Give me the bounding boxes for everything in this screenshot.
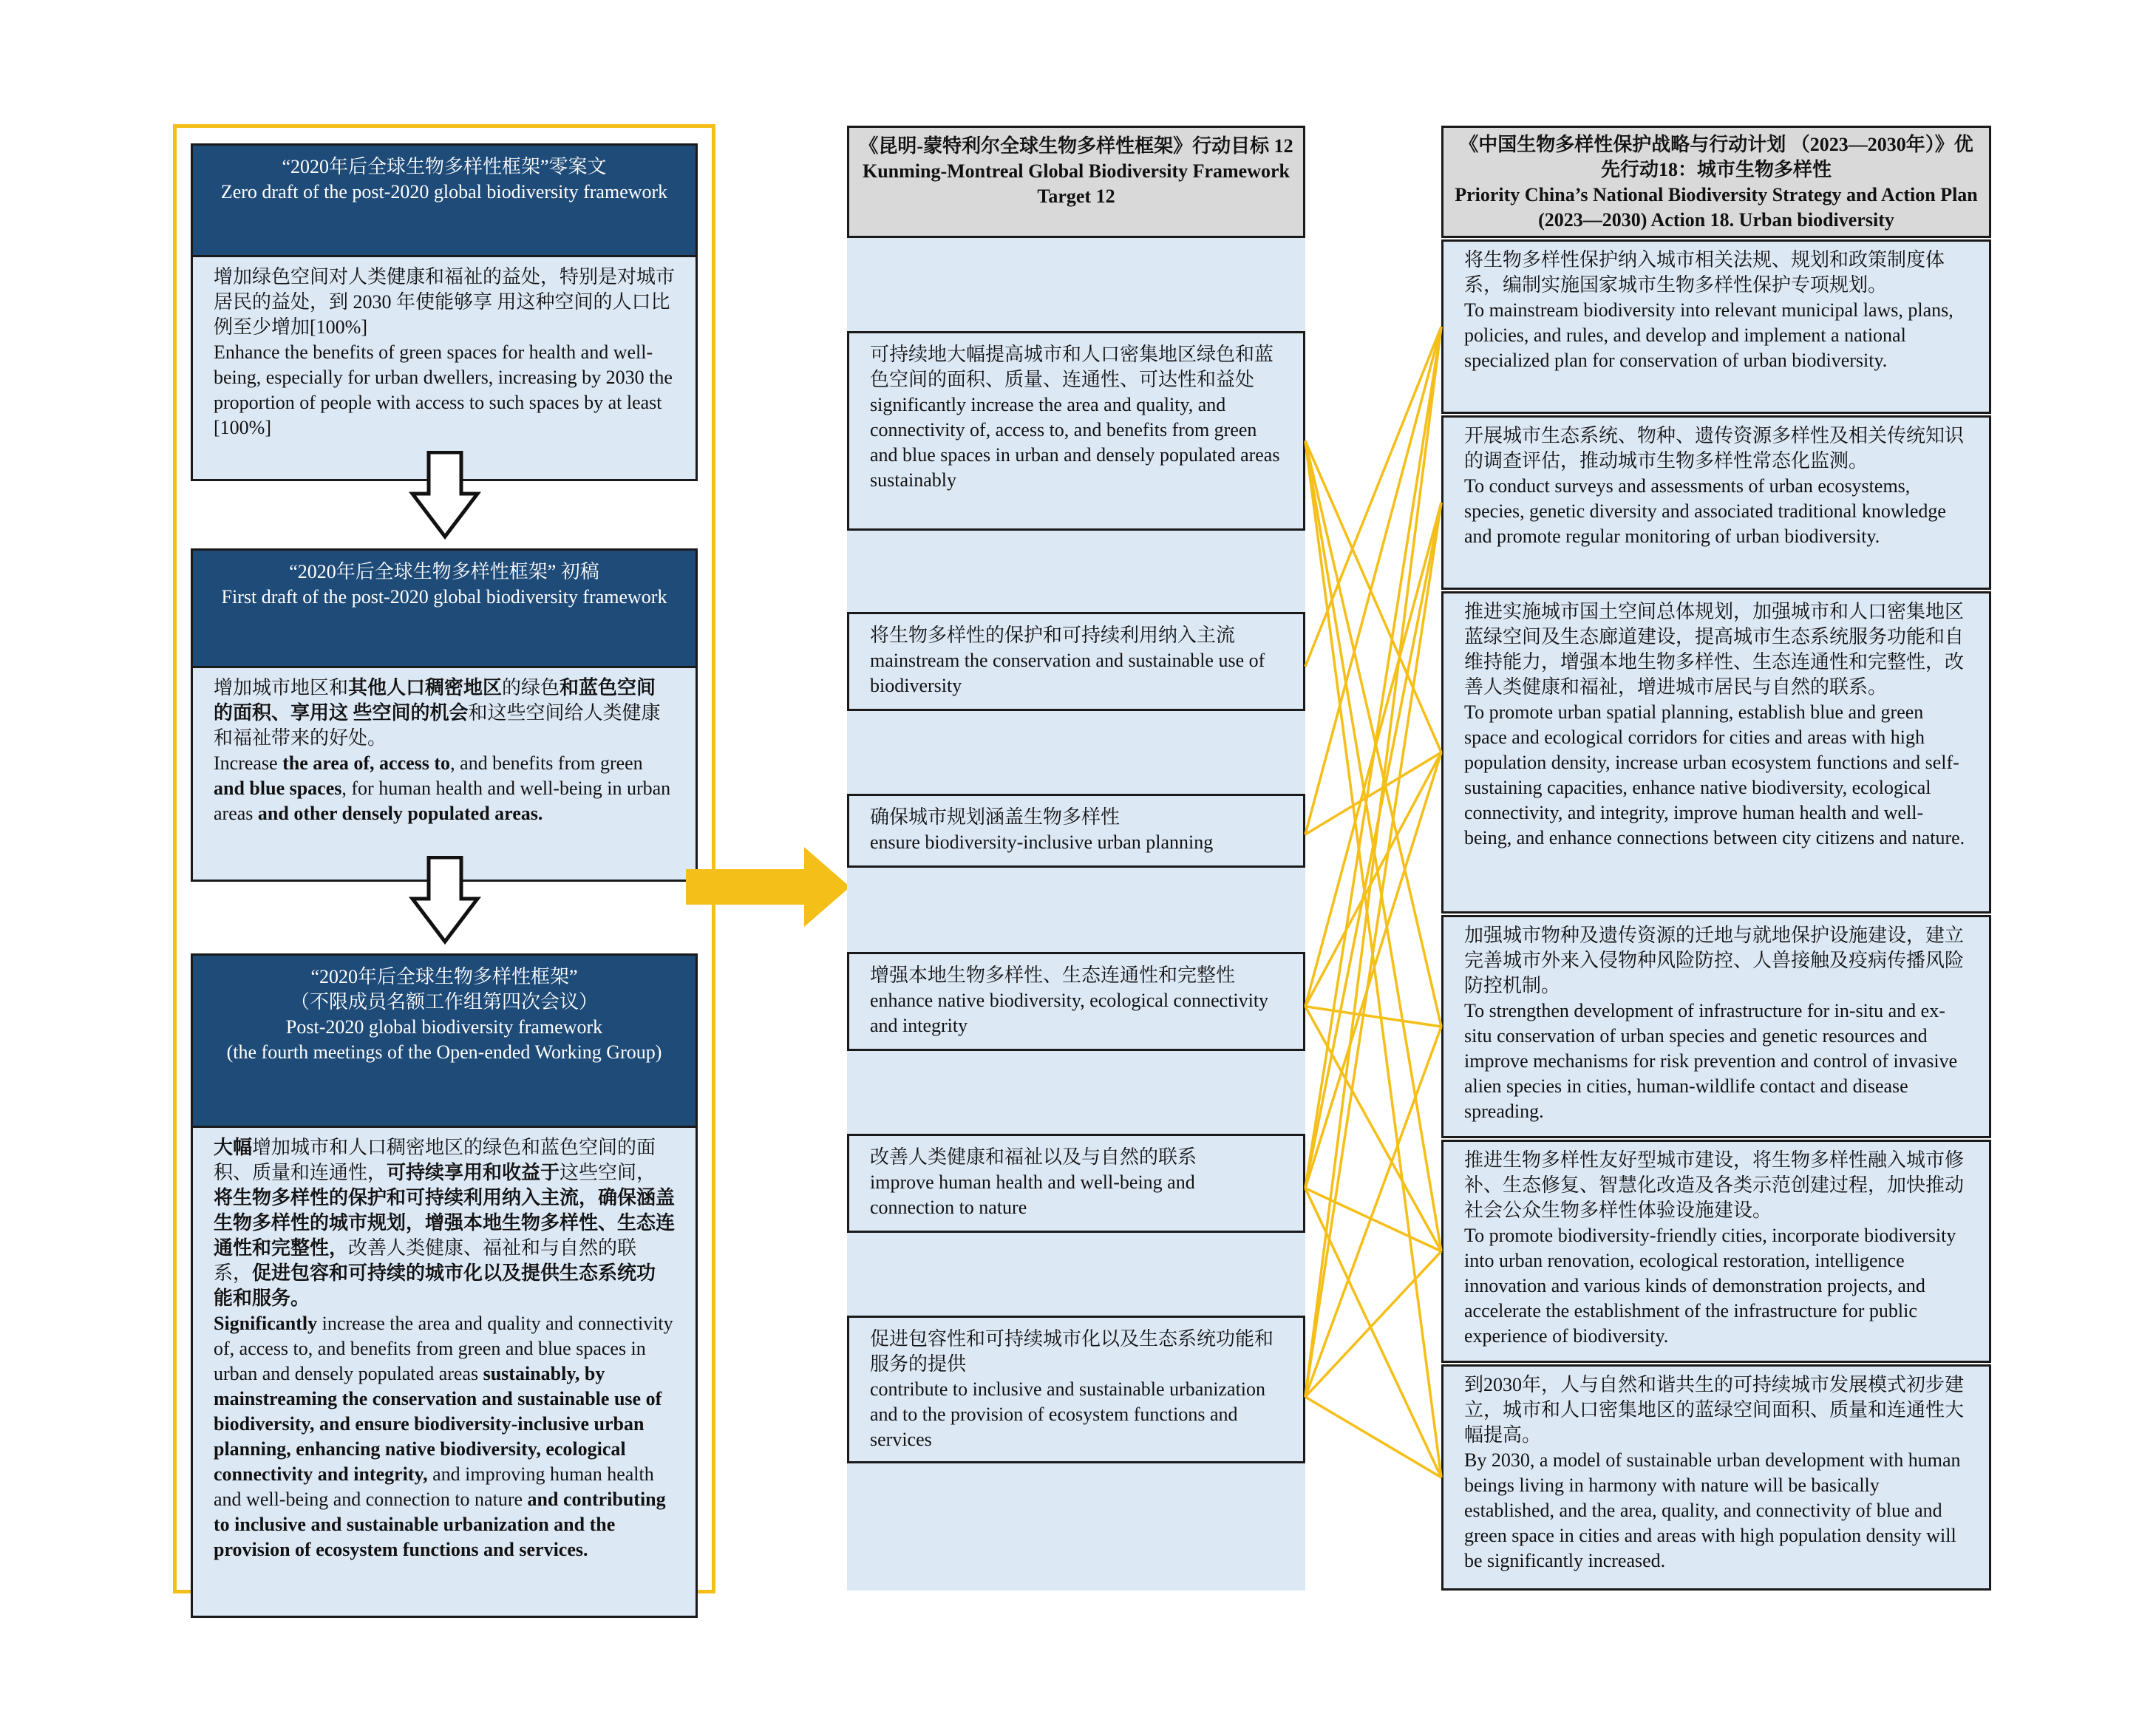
link-line-4-4 <box>1305 1007 1441 1027</box>
first-draft-title-zh: “2020年后全球生物多样性框架” 初稿 <box>289 561 599 582</box>
post2020-body-en: Significantly increase the area and quality and connectivity of, access to, and benefits from green and blue spaces in urban and densely populated areas sustainably, by mainstreaming the conservation and sustainable use of biodiversity, and ensure biodiversity-inclusive urban planning, enhancing native biodiversity, ecological connectivity and integrity, and improving human health and well-being and connection to nature and contributing to inclusive and sustainable urbanization and the provision of ecosystem functions and services. <box>214 1313 673 1560</box>
zero-draft-body-zh: 增加绿色空间对人类健康和福祉的益处，特别是对城市居民的益处，到 2030 年使能够享 用这种空间的人口比例至少增加[100%] <box>214 266 676 338</box>
zero-draft-title-zh: “2020年后全球生物多样性框架”零案文 <box>282 156 607 177</box>
target12-item-5-en: improve human health and well-being and connection to nature <box>870 1171 1195 1218</box>
target12-header-zh: 《昆明-蒙特利尔全球生物多样性框架》行动目标 12 <box>859 135 1293 157</box>
target12-item-4-en: enhance native biodiversity, ecological connectivity and integrity <box>870 990 1269 1036</box>
nbsap-item-4-en: To strengthen development of infrastructure for in-situ and ex-situ conservation of urban species and genetic resources and improve mechanisms for risk prevention and control of invasive alien species in cities, human-wildlife contact and disease spreading. <box>1464 1000 1958 1122</box>
link-line-1-4 <box>1305 441 1441 1027</box>
nbsap-item-6-en: By 2030, a model of sustainable urban development with human beings living in harmony with nature will be basically established, and the area, quality, and connectivity of blue and green space in cities and areas with high population density will be significantly increased. <box>1464 1449 1961 1571</box>
nbsap-item-5-en: To promote biodiversity-friendly cities, incorporate biodiversity into urban renovation, ecological restoration, intelligence innovation and various kinds of demonstration projects, and accelerate the establishment of the infrastructure for public experience of biodiversity. <box>1464 1225 1956 1347</box>
nbsap-item-1-zh: 将生物多样性保护纳入城市相关法规、规划和政策制度体系，编制实施国家城市生物多样性保护专项规划。 <box>1464 249 1945 296</box>
target12-item-2-zh: 将生物多样性的保护和可持续利用纳入主流 <box>870 625 1236 646</box>
nbsap-item-2-en: To conduct surveys and assessments of urban ecosystems, species, genetic diversity and associated traditional knowledge and promote regular monitoring of urban biodiversity. <box>1464 475 1946 547</box>
zero-draft-body-en: Enhance the benefits of green spaces for health and well-being, especially for urban dwellers, increasing by 2030 the proportion of people with access to such spaces by at least [100%] <box>214 341 673 438</box>
nbsap-item-4-zh: 加强城市物种及遗传资源的迁地与就地保护设施建设，建立完善城市外来入侵物种风险防控、人兽接触及疫病传播风险防控机制。 <box>1464 925 1965 996</box>
post2020-title-zh-1: “2020年后全球生物多样性框架” <box>310 966 578 987</box>
nbsap-header-en: Priority China’s National Biodiversity Strategy and Action Plan (2023—2030) Action 18. Urban biodiversity <box>1455 184 1978 231</box>
target12-item-1-en: significantly increase the area and quality, and connectivity of, access to, and benefits from green and blue spaces in urban and densely populated areas sustainably <box>870 394 1280 491</box>
post2020-title-zh-2: （不限成员名额工作组第四次会议） <box>290 991 598 1013</box>
target12-header-en: Kunming-Montreal Global Biodiversity Framework Target 12 <box>863 160 1290 207</box>
first-draft-body-zh: 增加城市地区和其他人口稠密地区的绿色和蓝色空间的面积、享用这 些空间的机会和这些空间给人类健康和福祉带来的好处。 <box>214 677 661 749</box>
first-draft-body-en: Increase the area of, access to, and benefits from green and blue spaces, for human health and well-being in urban areas and other densely populated areas. <box>214 752 671 824</box>
nbsap-header-zh: 《中国生物多样性保护战略与行动计划 （2023—2030年）》优先行动18：城市生物多样性 <box>1459 134 1973 180</box>
nbsap-item-6-zh: 到2030年，人与自然和谐共生的可持续城市发展模式初步建立，城市和人口密集地区的蓝绿空间面积、质量和连通性大幅提高。 <box>1464 1374 1965 1446</box>
post2020-title-en-2: (the fourth meetings of the Open-ended Working Group) <box>226 1041 662 1063</box>
target12-item-6-en: contribute to inclusive and sustainable urbanization and to the provision of ecosystem functions and services <box>870 1378 1266 1450</box>
target12-item-5-zh: 改善人类健康和福祉以及与自然的联系 <box>870 1146 1197 1168</box>
post2020-body-zh: 大幅增加城市和人口稠密地区的绿色和蓝色空间的面积、质量和连通性，可持续享用和收益于这些空间，将生物多样性的保护和可持续利用纳入主流，确保涵盖生物多样性的城市规划，增强本地生物多样性、生态连通性和完整性，改善人类健康、福祉和与自然的联系，促进包容和可持续的城市化以及提供生态系统功能和服务。 <box>214 1137 676 1309</box>
target12-item-2-en: mainstream the conservation and sustainable use of biodiversity <box>870 650 1265 696</box>
link-line-6-2 <box>1305 503 1441 1397</box>
zero-draft-title-en: Zero draft of the post-2020 global biodiversity framework <box>220 181 668 203</box>
nbsap-item-5-zh: 推进生物多样性友好型城市建设，将生物多样性融入城市修补、生态修复、智慧化改造及各类示范创建过程，加快推动社会公众生物多样性体验设施建设。 <box>1464 1149 1965 1221</box>
nbsap-item-3-zh: 推进实施城市国土空间总体规划，加强城市和人口密集地区蓝绿空间及生态廊道建设，提高城市生态系统服务功能和自维持能力，增强本地生物多样性、生态连通性和完整性，改善人类健康和福祉，增进城市居民与自然的联系。 <box>1464 601 1965 698</box>
nbsap-item-3-en: To promote urban spatial planning, establish blue and green space and ecological corridors for cities and areas with high population density, increase urban ecosystem functions and self-sustaining capacities, enhance native biodiversity, ecological connectivity, and integrity, improve human health and well-being, and enhance connections between city citizens and nature. <box>1464 701 1965 848</box>
target12-item-3-en: ensure biodiversity-inclusive urban planning <box>870 831 1214 853</box>
target12-item-3-zh: 确保城市规划涵盖生物多样性 <box>870 806 1120 828</box>
nbsap-item-1-en: To mainstream biodiversity into relevant municipal laws, plans, policies, and rules, and develop and implement a national specialized plan for conservation of urban biodiversity. <box>1464 299 1953 371</box>
post2020-title-en-1: Post-2020 global biodiversity framework <box>285 1016 603 1038</box>
first-draft-title-en: First draft of the post-2020 global biodiversity framework <box>221 586 667 608</box>
nbsap-item-2-zh: 开展城市生态系统、物种、遗传资源多样性及相关传统知识的调查评估，推动城市生物多样性常态化监测。 <box>1464 425 1965 472</box>
target12-item-6-zh: 促进包容性和可持续城市化以及生态系统功能和服务的提供 <box>870 1328 1274 1375</box>
target12-item-4-zh: 增强本地生物多样性、生态连通性和完整性 <box>870 965 1236 986</box>
link-line-6-6 <box>1305 1397 1441 1477</box>
target12-item-1-zh: 可持续地大幅提高城市和人口密集地区绿色和蓝色空间的面积、质量、连通性、可达性和益处 <box>870 344 1274 390</box>
